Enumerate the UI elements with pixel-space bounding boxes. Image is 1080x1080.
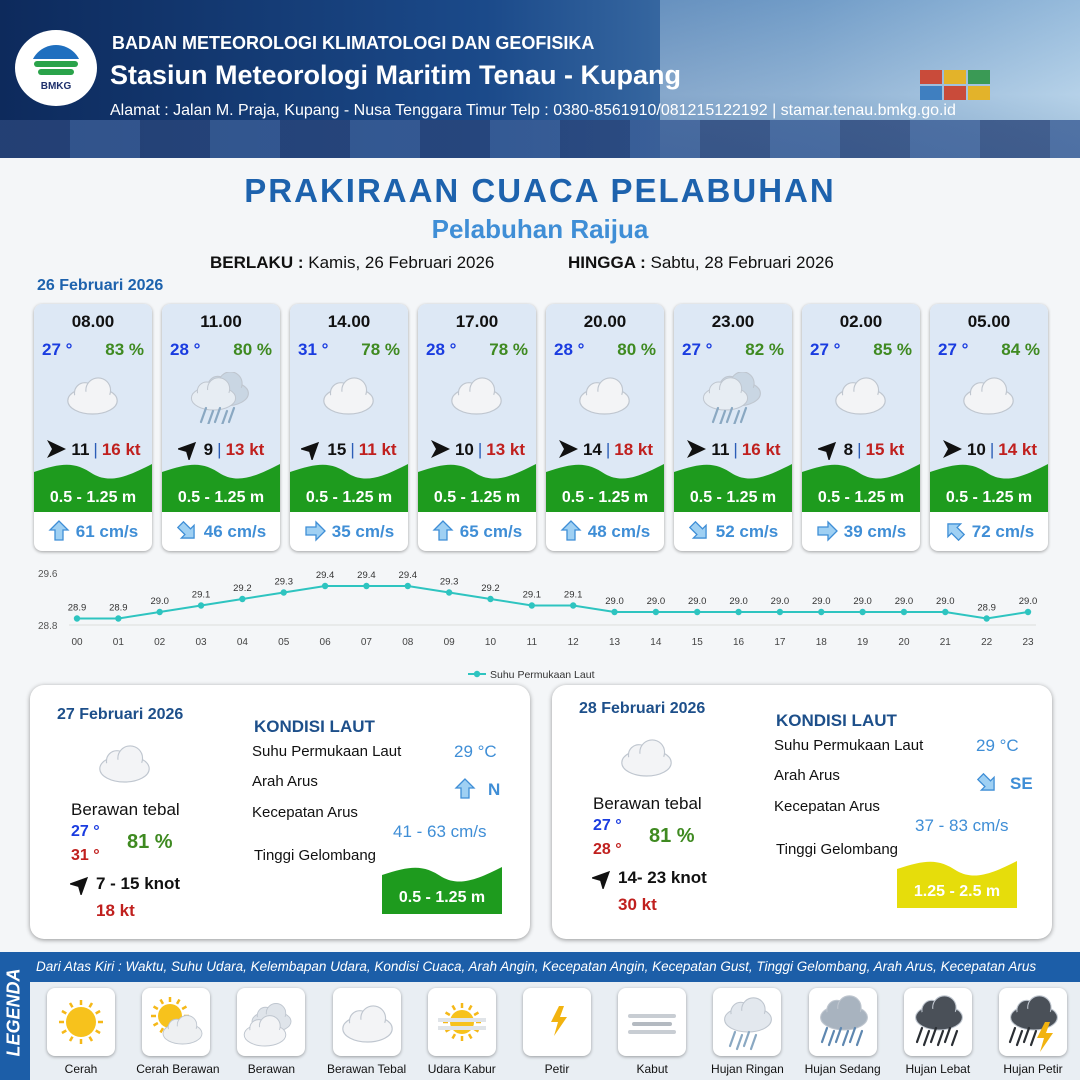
sst-data-point — [777, 609, 783, 615]
wind-speed: 11 — [71, 440, 90, 459]
gust-speed: 13 kt — [225, 440, 265, 459]
wind-info — [930, 438, 1048, 460]
valid-to-label: HINGGA : — [568, 253, 646, 272]
sst-data-label: 29.0 — [936, 596, 955, 607]
wind-direction-icon — [685, 438, 707, 460]
wind-direction-icon — [45, 438, 67, 460]
wind-direction-icon — [941, 438, 963, 460]
current-info — [290, 520, 408, 542]
port-name: Pelabuhan Raijua — [431, 214, 649, 244]
container-decoration — [944, 70, 966, 84]
daily-forecast-panel — [30, 685, 530, 939]
current-direction-icon — [454, 778, 476, 800]
current-info — [930, 520, 1048, 542]
sst-data-point — [115, 615, 121, 621]
x-tick-label: 13 — [608, 637, 621, 648]
sst-data-label: 29.0 — [687, 596, 707, 607]
x-tick-label: 05 — [278, 637, 290, 648]
wave-height: 0.5 - 1.25 m — [305, 489, 393, 506]
wind-direction-icon — [178, 438, 200, 460]
current-direction-icon — [304, 520, 326, 542]
sst-data-label: 29.0 — [770, 596, 790, 607]
wind-info — [802, 438, 920, 460]
sst-chart-svg — [30, 562, 1060, 687]
sst-data-point — [653, 609, 659, 615]
valid-from-value: Kamis, 26 Februari 2026 — [308, 253, 495, 272]
humidity: 80 % — [233, 340, 272, 359]
min-temperature: 27 ° — [71, 823, 100, 840]
sst-value: 29 °C — [976, 736, 1019, 755]
sst-data-label: 29.4 — [357, 570, 376, 581]
header-background-dock — [0, 120, 1080, 158]
wind-speed: 9 — [203, 440, 214, 459]
sst-data-label: 28.9 — [977, 602, 996, 614]
thick-cloud-icon — [314, 372, 384, 424]
legend-item — [612, 988, 692, 1076]
thick-cloud-icon — [90, 740, 160, 792]
legend-side-label — [0, 952, 30, 1080]
wind-info — [290, 438, 408, 460]
sst-data-point — [942, 609, 948, 615]
wind-speed: 14 — [582, 440, 602, 459]
current-info — [162, 520, 280, 542]
wind-separator: | — [477, 440, 483, 459]
wind-speed: 10 — [454, 440, 474, 459]
wind-separator: | — [989, 440, 995, 459]
legend-item-label: Hujan Lebat — [905, 1062, 971, 1076]
current-direction-label: Arah Arus — [774, 767, 840, 784]
legend-item — [898, 988, 978, 1076]
forecast-time: 02.00 — [839, 312, 883, 331]
current-speed: 35 cm/s — [331, 522, 395, 541]
legend-item — [41, 988, 121, 1076]
wind-direction-icon — [592, 867, 614, 889]
daily-humidity: 81 % — [649, 825, 695, 847]
current-speed-value: 41 - 63 cm/s — [393, 822, 487, 841]
forecast-time: 08.00 — [71, 312, 115, 331]
gust-max: 18 kt — [96, 901, 135, 920]
thick-cloud-icon — [954, 372, 1024, 424]
forecast-time: 11.00 — [200, 312, 242, 331]
legend-label: Suhu Permukaan Laut — [490, 669, 595, 681]
forecast-card — [930, 304, 1048, 551]
forecast-card — [674, 304, 792, 551]
current-direction-label: Arah Arus — [252, 773, 318, 790]
legend-item-label: Udara Kabur — [427, 1062, 496, 1076]
air-temperature: 31 ° — [298, 340, 329, 359]
wave-height-label: Tinggi Gelombang — [254, 847, 377, 864]
current-speed-label: Kecepatan Arus — [774, 798, 880, 815]
daily-humidity: 81 % — [127, 831, 173, 853]
air-temperature: 28 ° — [554, 340, 585, 359]
x-tick-label: 02 — [154, 637, 166, 648]
station-address: Alamat : Jalan M. Praja, Kupang - Nusa Tenggara Timur Telp : 0380-8561910/081215122192 | stamar.tenau.bmkg.go.id — [110, 102, 956, 119]
weather-condition: Berawan tebal — [593, 794, 702, 813]
current-speed: 52 cm/s — [715, 522, 779, 541]
current-direction-icon — [688, 520, 710, 542]
wind-separator: | — [350, 440, 355, 459]
container-decoration — [944, 86, 966, 100]
wind-range: 7 - 15 knot — [96, 874, 181, 893]
wind-separator: | — [217, 440, 222, 459]
valid-to — [568, 253, 834, 273]
x-tick-label: 09 — [443, 637, 455, 648]
daily-wave-height: 1.25 - 2.5 m — [913, 883, 1001, 900]
wind-direction-icon — [70, 873, 92, 895]
humidity: 83 % — [105, 340, 144, 359]
sst-data-point — [405, 583, 411, 589]
sst-data-point — [446, 589, 452, 595]
current-info — [34, 520, 152, 542]
x-tick-label: 10 — [484, 637, 497, 648]
wave-height: 0.5 - 1.25 m — [433, 489, 521, 506]
sst-data-label: 29.1 — [522, 589, 542, 601]
current-info — [674, 520, 792, 542]
legend-item — [422, 988, 502, 1076]
bmkg-logo-icon — [30, 45, 82, 79]
current-direction-value: N — [488, 780, 501, 799]
sst-data-label: 29.0 — [894, 596, 914, 607]
legend-item-label: Hujan Sedang — [804, 1062, 881, 1076]
current-speed: 61 cm/s — [75, 522, 139, 541]
x-tick-label: 12 — [567, 637, 579, 648]
legend — [0, 952, 1080, 1080]
x-tick-label: 04 — [236, 637, 248, 648]
sst-data-label: 28.9 — [67, 602, 87, 614]
valid-to-value: Sabtu, 28 Februari 2026 — [650, 253, 834, 272]
sst-data-label: 29.2 — [481, 583, 500, 594]
heavy-rain-icon — [904, 988, 972, 1056]
lightning-icon — [523, 988, 591, 1056]
humidity: 80 % — [617, 340, 656, 359]
x-tick-label: 00 — [71, 637, 83, 648]
x-tick-label: 07 — [360, 637, 372, 648]
forecast-time: 14.00 — [327, 312, 371, 331]
x-tick-label: 15 — [691, 637, 703, 648]
legend-item — [231, 988, 311, 1076]
sst-data-point — [281, 589, 287, 595]
legend-item-label: Petir — [544, 1062, 570, 1076]
current-info — [418, 520, 536, 542]
sst-data-label: 29.0 — [1018, 596, 1038, 607]
thick-cloud-icon — [58, 372, 128, 424]
air-temperature: 27 ° — [938, 340, 969, 359]
sst-data-point — [322, 583, 328, 589]
y-tick-label: 29.6 — [38, 569, 58, 580]
cloudy-icon — [237, 988, 305, 1056]
gust-speed: 14 kt — [998, 440, 1038, 459]
light-rain-icon — [186, 372, 256, 424]
sst-data-label: 29.0 — [646, 596, 666, 607]
sst-data-label: 29.1 — [563, 589, 583, 601]
wave-height: 0.5 - 1.25 m — [945, 489, 1033, 506]
sst-data-label: 29.0 — [853, 596, 872, 607]
x-tick-label: 18 — [815, 637, 827, 648]
wind-separator: | — [733, 440, 738, 459]
thick-cloud-icon — [442, 372, 512, 424]
current-direction-icon — [432, 520, 454, 542]
wave-height: 0.5 - 1.25 m — [49, 489, 137, 506]
sst-data-point — [198, 602, 204, 608]
current-speed: 46 cm/s — [203, 522, 267, 541]
forecast-card — [418, 304, 536, 551]
wave-height: 0.5 - 1.25 m — [689, 489, 777, 506]
wind-info — [34, 438, 152, 460]
sst-data-label: 29.0 — [150, 596, 169, 607]
x-tick-label: 22 — [981, 637, 993, 648]
legend-item-label: Kabut — [636, 1062, 668, 1076]
sst-data-label: 29.4 — [398, 570, 418, 581]
legend-item — [136, 988, 220, 1076]
sst-data-point — [156, 609, 162, 615]
current-direction-icon — [176, 520, 198, 542]
sst-data-label: 28.9 — [109, 602, 128, 614]
min-temperature: 27 ° — [593, 817, 622, 834]
current-info — [546, 520, 664, 542]
valid-from — [210, 253, 494, 273]
sst-label: Suhu Permukaan Laut — [252, 743, 402, 760]
sst-data-point — [239, 596, 245, 602]
current-direction-value: SE — [1010, 774, 1033, 793]
container-decoration — [968, 86, 990, 100]
forecast-card — [290, 304, 408, 551]
thick-cloud-icon — [333, 988, 401, 1056]
x-tick-label: 23 — [1022, 637, 1034, 648]
current-info — [802, 520, 920, 542]
bmkg-logo — [15, 30, 97, 106]
wave-height: 0.5 - 1.25 m — [561, 489, 649, 506]
x-tick-label: 08 — [402, 637, 414, 648]
x-tick-label: 17 — [774, 637, 786, 648]
current-direction-icon — [816, 520, 838, 542]
wind-direction-icon — [301, 438, 323, 460]
page-title: PRAKIRAAN CUACA PELABUHAN — [244, 172, 836, 209]
container-decoration — [920, 70, 942, 84]
logo-text: BMKG — [40, 80, 72, 92]
agency-name: BADAN METEOROLOGI KLIMATOLOGI DAN GEOFISIKA — [112, 33, 595, 53]
thick-cloud-icon — [826, 372, 896, 424]
max-temperature: 31 ° — [71, 847, 100, 864]
moderate-rain-icon — [809, 988, 877, 1056]
current-speed: 65 cm/s — [459, 522, 523, 541]
wind-separator: | — [857, 440, 862, 459]
thick-cloud-icon — [612, 734, 682, 786]
panel-date: 28 Februari 2026 — [579, 700, 706, 717]
legend-marker — [474, 671, 480, 677]
wind-direction-icon — [429, 438, 451, 460]
legend-item-label: Cerah Berawan — [136, 1062, 220, 1076]
sst-chart — [30, 562, 1060, 687]
air-temperature: 27 ° — [682, 340, 713, 359]
sea-condition-heading: KONDISI LAUT — [254, 717, 375, 736]
sst-data-point — [611, 609, 617, 615]
fog-icon — [618, 988, 686, 1056]
forecast-time: 20.00 — [583, 312, 627, 331]
sst-value: 29 °C — [454, 742, 497, 761]
legend-description-bar — [30, 952, 1080, 982]
sst-label: Suhu Permukaan Laut — [774, 737, 924, 754]
sst-data-point — [859, 609, 865, 615]
sst-data-point — [74, 615, 80, 621]
current-speed-value: 37 - 83 cm/s — [915, 816, 1009, 835]
current-speed: 39 cm/s — [843, 522, 907, 541]
sst-data-label: 29.0 — [605, 596, 624, 607]
legend-item — [993, 988, 1073, 1076]
sea-condition-heading: KONDISI LAUT — [776, 711, 897, 730]
wind-info — [418, 438, 536, 460]
humidity: 78 % — [489, 340, 528, 359]
sst-data-point — [363, 583, 369, 589]
y-tick-label: 28.8 — [38, 621, 58, 632]
partly-cloudy-icon — [142, 988, 210, 1056]
thunderstorm-icon — [999, 988, 1067, 1056]
x-tick-label: 01 — [112, 637, 124, 648]
humidity: 78 % — [361, 340, 400, 359]
panel-date: 27 Februari 2026 — [57, 706, 184, 723]
x-tick-label: 14 — [650, 637, 662, 648]
forecast-card — [162, 304, 280, 551]
sst-series-line — [77, 586, 1028, 619]
weather-condition: Berawan tebal — [71, 800, 180, 819]
legend-item — [803, 988, 883, 1076]
sst-data-label: 29.0 — [729, 596, 748, 607]
sst-data-point — [983, 615, 989, 621]
wind-speed: 15 — [327, 440, 347, 459]
current-speed: 72 cm/s — [971, 522, 1035, 541]
gust-speed: 15 kt — [865, 440, 905, 459]
air-temperature: 28 ° — [170, 340, 201, 359]
wind-info — [674, 438, 792, 460]
wind-range: 14- 23 knot — [618, 868, 707, 887]
forecast-date: 26 Februari 2026 — [37, 277, 164, 294]
light-rain-icon — [713, 988, 781, 1056]
current-speed-label: Kecepatan Arus — [252, 804, 358, 821]
gust-max: 30 kt — [618, 895, 657, 914]
forecast-time: 05.00 — [967, 312, 1011, 331]
humidity: 84 % — [1001, 340, 1040, 359]
air-temperature: 27 ° — [810, 340, 841, 359]
legend-item-label: Berawan Tebal — [327, 1062, 407, 1076]
station-name: Stasiun Meteorologi Maritim Tenau - Kupang — [110, 60, 682, 90]
forecast-card — [546, 304, 664, 551]
thick-cloud-icon — [570, 372, 640, 424]
legend-item-label: Hujan Petir — [1003, 1062, 1063, 1076]
humidity: 85 % — [873, 340, 912, 359]
forecast-time: 17.00 — [455, 312, 499, 331]
haze-icon — [428, 988, 496, 1056]
legend-item-label: Berawan — [247, 1062, 296, 1076]
wind-direction-icon — [557, 438, 579, 460]
legend-item — [707, 988, 787, 1076]
wind-direction-icon — [818, 438, 840, 460]
wind-info — [546, 438, 664, 460]
x-tick-label: 03 — [195, 637, 207, 648]
sunny-icon — [47, 988, 115, 1056]
sst-data-point — [694, 609, 700, 615]
header-banner — [0, 0, 1080, 158]
legend-item-label: Hujan Ringan — [711, 1062, 784, 1076]
sst-data-point — [487, 596, 493, 602]
sst-data-label: 29.0 — [812, 596, 831, 607]
sst-data-label: 29.3 — [439, 576, 459, 588]
wave-height: 0.5 - 1.25 m — [177, 489, 265, 506]
sst-data-point — [818, 609, 824, 615]
container-decoration — [968, 70, 990, 84]
legend-description: Dari Atas Kiri : Waktu, Suhu Udara, Kelembapan Udara, Kondisi Cuaca, Arah Angin, Kecepatan Angin, Kecepatan Gust, Tinggi Gelombang, Arah Arus, Kecepatan Arus — [36, 959, 1037, 974]
x-tick-label: 16 — [733, 637, 745, 648]
gust-speed: 16 kt — [741, 440, 781, 459]
sst-data-label: 29.1 — [191, 589, 211, 601]
wind-speed: 8 — [843, 440, 854, 459]
wind-info — [162, 438, 280, 460]
forecast-card — [34, 304, 152, 551]
wind-speed: 11 — [711, 440, 730, 459]
valid-from-label: BERLAKU : — [210, 253, 304, 272]
x-tick-label: 06 — [319, 637, 331, 648]
max-temperature: 28 ° — [593, 841, 622, 858]
sst-data-label: 29.2 — [233, 583, 252, 594]
forecast-time: 23.00 — [711, 312, 755, 331]
sst-data-point — [901, 609, 907, 615]
x-tick-label: 21 — [939, 637, 951, 648]
x-tick-label: 11 — [526, 637, 538, 648]
light-rain-icon — [698, 372, 768, 424]
wind-separator: | — [93, 440, 98, 459]
current-direction-icon — [976, 772, 998, 794]
air-temperature: 28 ° — [426, 340, 457, 359]
sst-data-point — [529, 602, 535, 608]
wind-separator: | — [605, 440, 611, 459]
legend-title: LEGENDA — [3, 968, 24, 1057]
container-decoration — [920, 86, 942, 100]
air-temperature: 27 ° — [42, 340, 73, 359]
sst-data-point — [570, 602, 576, 608]
wave-height: 0.5 - 1.25 m — [817, 489, 905, 506]
sst-data-point — [735, 609, 741, 615]
legend-item — [517, 988, 597, 1076]
sst-data-label: 29.4 — [315, 570, 335, 581]
daily-forecast-panel — [552, 685, 1052, 939]
current-direction-icon — [944, 520, 966, 542]
sst-data-point — [1025, 609, 1031, 615]
current-direction-icon — [560, 520, 582, 542]
wind-speed: 10 — [966, 440, 986, 459]
current-speed: 48 cm/s — [587, 522, 651, 541]
sst-data-label: 29.3 — [274, 576, 293, 588]
wave-height-label: Tinggi Gelombang — [776, 841, 899, 858]
gust-speed: 16 kt — [101, 440, 141, 459]
x-tick-label: 19 — [857, 637, 869, 648]
gust-speed: 13 kt — [486, 440, 526, 459]
humidity: 82 % — [745, 340, 784, 359]
legend-item — [327, 988, 407, 1076]
gust-speed: 18 kt — [614, 440, 654, 459]
x-tick-label: 20 — [898, 637, 910, 648]
forecast-card — [802, 304, 920, 551]
current-direction-icon — [48, 520, 70, 542]
gust-speed: 11 kt — [358, 440, 397, 459]
legend-item-label: Cerah — [64, 1062, 98, 1076]
daily-wave-height: 0.5 - 1.25 m — [398, 889, 486, 906]
